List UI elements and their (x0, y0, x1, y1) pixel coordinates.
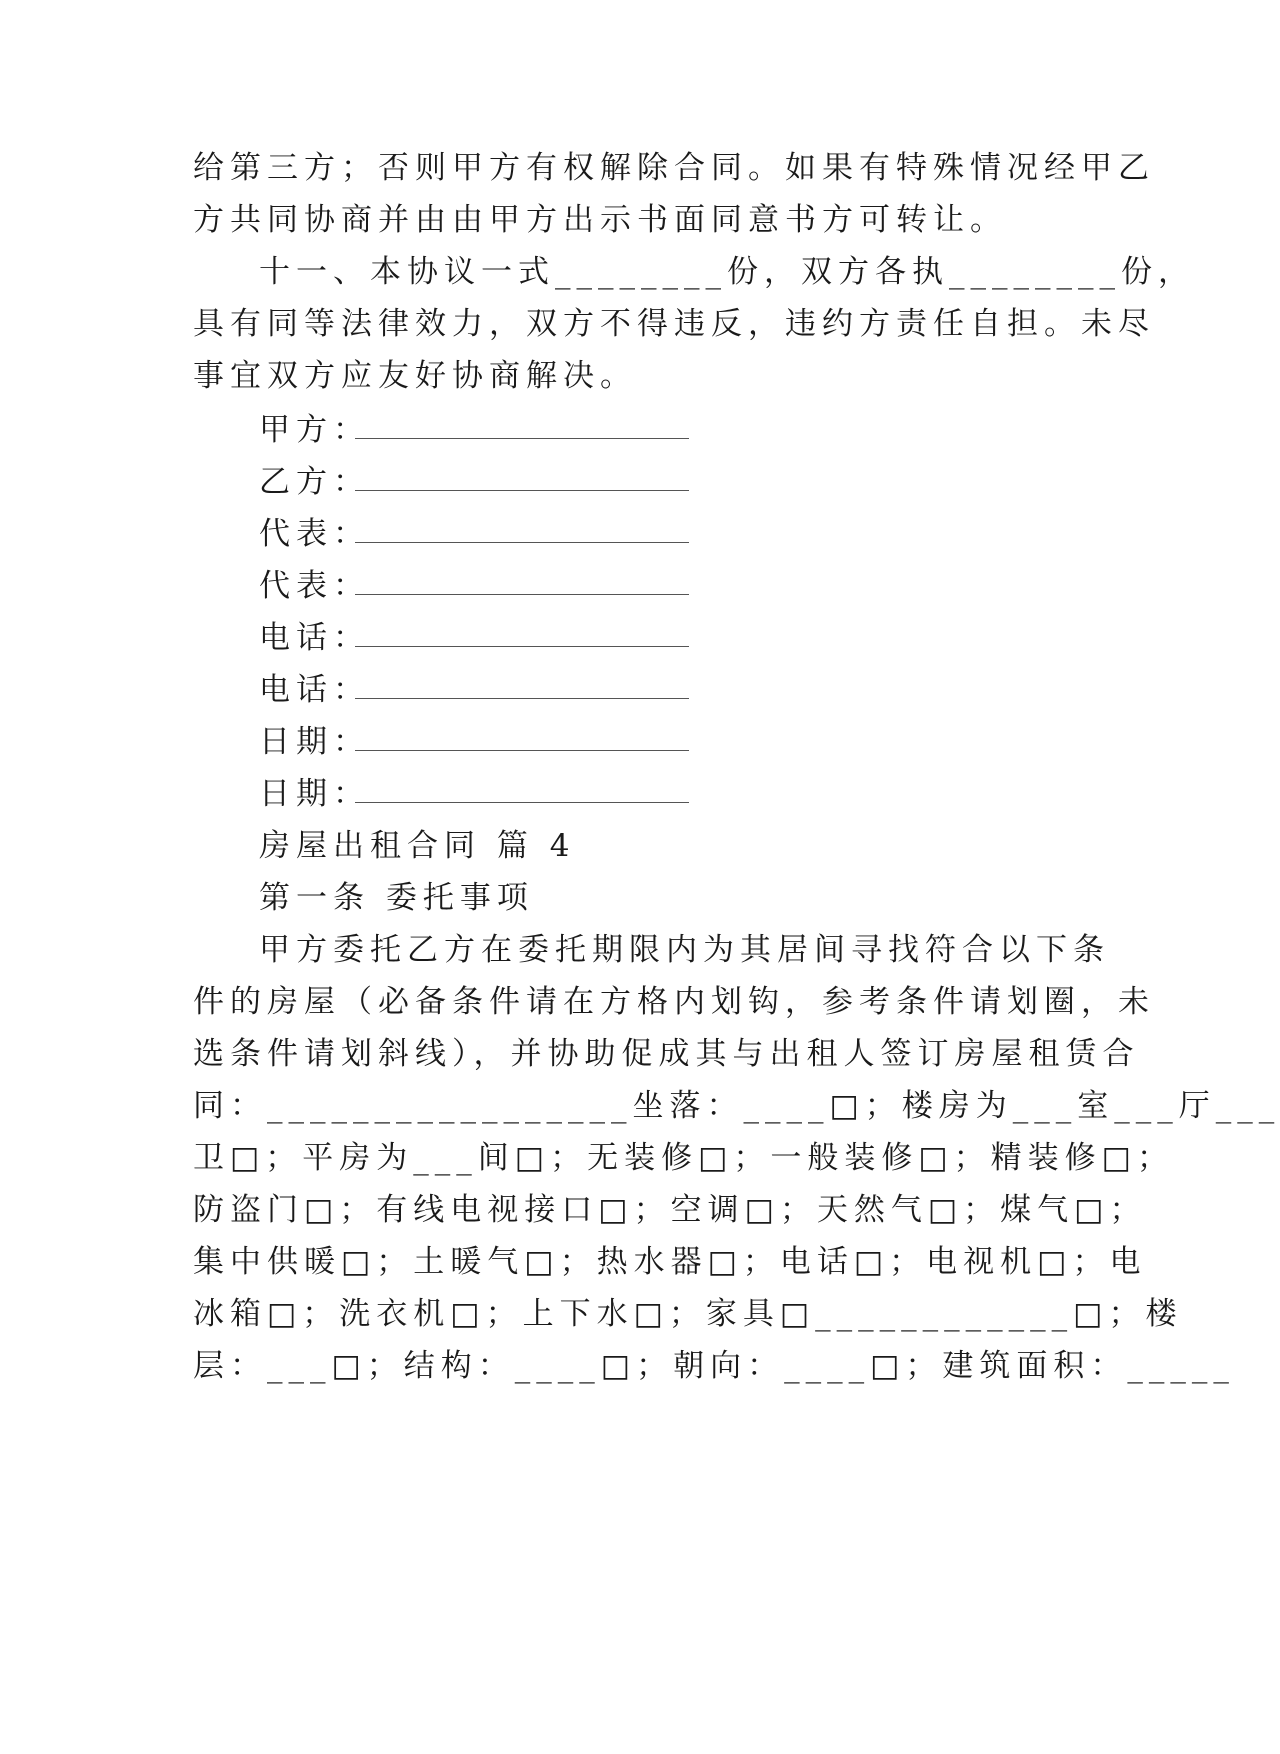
signature-blank-line (355, 594, 689, 595)
clause-11-line: 具有同等法律效力，双方不得违反，违约方责任自担。未尽 (193, 306, 1155, 342)
signature-row-rep-a (259, 514, 699, 554)
signature-row-phone-b (259, 670, 699, 710)
signature-blank-line (355, 698, 689, 699)
article-body-line: 层：___□；结构：____□；朝向：____□；建筑面积：_____ (193, 1348, 1235, 1384)
signature-label: 代表： (259, 568, 370, 604)
signature-blank-line (355, 438, 689, 439)
article-heading: 第一条 委托事项 (259, 880, 534, 916)
signature-blank-line (355, 750, 689, 751)
signature-blank-line (355, 542, 689, 543)
section-title: 房屋出租合同 篇 4 (259, 828, 576, 864)
paragraph-line: 方共同协商并由由甲方出示书面同意书方可转让。 (193, 202, 1007, 238)
paragraph-line: 给第三方；否则甲方有权解除合同。如果有特殊情况经甲乙 (193, 150, 1155, 186)
signature-blank-line (355, 646, 689, 647)
clause-11-line: 事宜双方应友好协商解决。 (193, 358, 637, 394)
signature-label: 甲方： (259, 412, 370, 448)
signature-label: 日期： (259, 776, 370, 812)
signature-row-party-a (259, 410, 699, 450)
signature-blank-line (355, 802, 689, 803)
signature-label: 代表： (259, 516, 370, 552)
signature-row-date-b (259, 774, 699, 814)
signature-row-phone-a (259, 618, 699, 658)
signature-row-rep-b (259, 566, 699, 606)
article-body-line: 同：_________________坐落：____□；楼房为___室___厅___ (193, 1088, 1280, 1124)
article-body-line: 件的房屋（必备条件请在方格内划钩，参考条件请划圈，未 (193, 984, 1155, 1020)
clause-11-line: 十一、本协议一式________份，双方各执________份， (259, 254, 1195, 290)
article-body-line: 防盗门□；有线电视接口□；空调□；天然气□；煤气□； (193, 1192, 1147, 1228)
article-body-line: 冰箱□；洗衣机□；上下水□；家具□____________□；楼 (193, 1296, 1183, 1332)
article-body-line: 甲方委托乙方在委托期限内为其居间寻找符合以下条 (259, 932, 1110, 968)
article-body-line: 选条件请划斜线），并协助促成其与出租人签订房屋租赁合 (193, 1036, 1140, 1072)
signature-blank-line (355, 490, 689, 491)
signature-label: 电话： (259, 620, 370, 656)
signature-label: 电话： (259, 672, 370, 708)
article-body-line: 集中供暖□；土暖气□；热水器□；电话□；电视机□；电 (193, 1244, 1147, 1280)
article-body-line: 卫□；平房为___间□；无装修□；一般装修□；精装修□； (193, 1140, 1174, 1176)
signature-row-party-b (259, 462, 699, 502)
signature-label: 日期： (259, 724, 370, 760)
signature-label: 乙方： (259, 464, 370, 500)
signature-row-date-a (259, 722, 699, 762)
